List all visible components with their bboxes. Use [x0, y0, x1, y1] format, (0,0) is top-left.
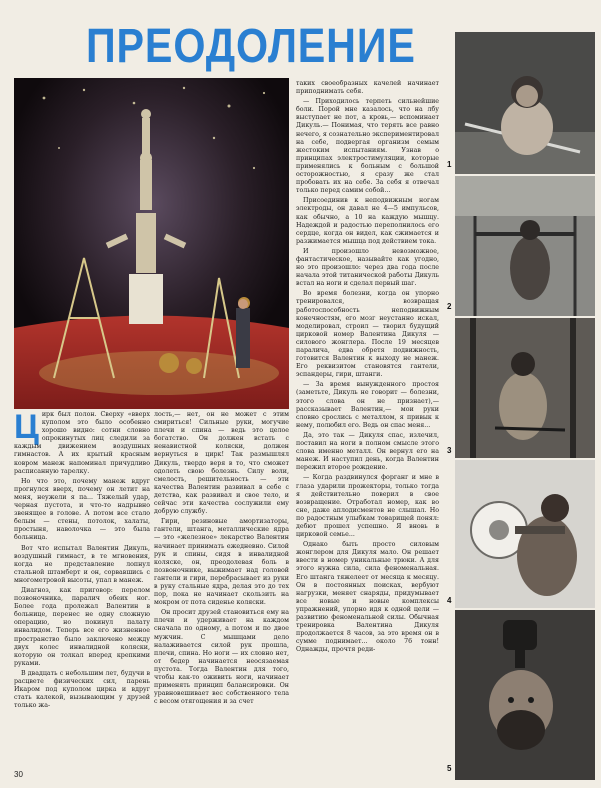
figure-number-1: 1 [447, 160, 452, 169]
paragraph: И произошло невозможное, фантастическое, называйте как угодно, но это произошло: через два года после начала этой титанической работы Дикуль встал на ноги и сделал первый шаг. [296, 247, 439, 288]
training-photo-1 [455, 32, 595, 174]
paragraph: — Приходилось терпеть сильнейшие боли. Порой мне казалось, что на лбу выступает не пот, а кровь,— вспоминает Дикуль.— Понимая, что терять все равно нечего, я сознательно экспериментировал на себе, подвергая организм семым жестоким испытаниям. Узнав о принципах электростимуляции, которые применялись к больным с большой осторожностью, я сразу же стал пробовать их на себе. За себя я отвечал только перед самим собой... [296, 98, 439, 195]
figure-number-2: 2 [447, 302, 452, 311]
article-column-3 [296, 80, 439, 770]
paragraph: Во время болезни, когда он упорно тренировался, возвращая работоспособность неподвижным конечностям, его мозг неустанно искал, моделировал, строил — творил будущий цирковой номер Валентина Дикуля — силового жонглера. После 19 месяцев паралича, едва обретя подвижность, готовится Валентин к выходу не манеж. Его реквизитом становятся гантели, эспандеры, гири, штанги. [296, 290, 439, 379]
circus-act-photo [14, 78, 289, 409]
figure-number-4: 4 [447, 596, 452, 605]
training-photo-4 [455, 460, 595, 608]
paragraph: Вот что испытал Валентин Дикуль, воздушный гимнаст, в те мгновения, когда не представление лопнул стальной штамберт и он, сорвавшись с многометровой высоты, упал в манеж. [14, 544, 150, 584]
paragraph: Но что это, почему манеж вдруг прогнулся вверх, почему он летит на меня, неужели я па... Тяжелый удар, черная пустота, и что-то надрывно звенящее в голове. А потом все стало белым — стены, потолок, халаты, простыня, наволочка — это была больница. [14, 477, 150, 542]
article-title: ПРЕОДОЛЕНИЕ [86, 20, 416, 73]
figure-number-5: 5 [447, 764, 452, 773]
paragraph: Он просит друзей становиться ему на плечи и удерживает на каждом сначала по одному, а потом и по двое мужчин. С мышцами дело налаживается силой рук прошла, плечи, спина. Но ноги — их словно нет, от бедер начинается неосязаемая пустота. Тогда Валентин для того, чтобы как-то оживить ноги, начинает применять принцип балансировки. Он уравновешивает вес собственного тела с весом отягощения и за счет [154, 609, 289, 706]
drop-cap: Ц [14, 411, 39, 446]
paragraph: Да, это так — Дикуля спас, излечил, поставил на ноги в полном смысле этого слова именно металл. Он вернул его на манеж. И наступил день, когда Валентин пережил второе рождение. [296, 431, 439, 472]
paragraph: лость,— нет, он не может с этим смириться! Сильные руки, могучие плечи и спина — ведь это целое богатство. Он должен встать с ненавистной коляски, должен вернуться в цирк! Так размышлял Дикуль, твердо веря в то, что сможет одолеть свою болезнь. Силу воли, смелость, решительность — эти качества Валентин развивал в себе с детства, как развивал и свое тело, и сейчас эти качества сослужили ему добрую службу. [154, 411, 289, 516]
article-column-1 [14, 411, 150, 768]
photo-strip [455, 32, 595, 780]
page-number: 30 [14, 770, 23, 779]
training-photo-3 [455, 318, 595, 458]
paragraph: Присоединив к неподвижным ногам электроды, он давал не 4—5 импульсов, как обычно, а 10 на каждую мышцу. Надеждой и радостью переполнилось его сердце, когда он видел, как сжимается и разжимается мышца под действием тока. [296, 197, 439, 245]
paragraph: — Когда раздвинулся форганг и мне в глаза ударили прожекторы, только тогда я действительно поверил в свое возвращение. Отработал номер, как во сне, даже аплодисментов не слышал. Но по радостным улыбкам товарищей понял: дебют прошел успешно. Я вновь в цирковой семье... [296, 474, 439, 539]
paragraph: ирк был полон. Сверху «вверх куполом это было особенно хорошо видно: сотни словно опрокинутых лиц следили за каждым движением воздушных гимнастов. А их крытый красным ковром манеж напоминал причудливо расписанную тарелку. [14, 411, 150, 475]
paragraph: В двадцать с небольшим лет, будучи в расцвете физических сил, парень Икаром под куполом цирка и вдруг стать калекой, вызывающим у друзей только жа- [14, 669, 150, 710]
training-photo-2 [455, 176, 595, 316]
figure-number-3: 3 [447, 446, 452, 455]
article-column-2 [154, 411, 289, 768]
paragraph: Гири, резиновые амортизаторы, гантели, штанга, металлические ядра — это «железное» лекарство Валентин начинает принимать ежедневно. Силой рук и спины, сидя в инвалидной коляске, он, преодолевая боль в позвоночнике, выжимает над головой гантели и гири, перебрасывает из руки в руку стальные ядра, делая это до тех пор, пока не начинает скользить на мокром от пота сиденье коляски. [154, 518, 289, 607]
paragraph: Диагноз, как приговор: перелом позвоночника, паралич обеих ног. Более года пролежал Валентин в больнице, перенес не одну сложную операцию, но покинул палату инвалидом. Теперь все его жизненное пространство было заключено между двух колес инвалидной коляски, которую он толкал вперед крепкими руками. [14, 586, 150, 667]
training-photo-5 [455, 610, 595, 780]
paragraph: — За время вынужденного простоя (заметьте, Дикуль не говорит — болезни, этого слова он не признает),— рассказывает Валентин,— мои руки словно срослись с металлом, я привык к нему, полюбил его. Ведь он спас меня... [296, 381, 439, 429]
paragraph: таких своеобразных качелей начинает приподнимать себя. [296, 80, 439, 96]
paragraph: Однако быть просто силовым жонглером для Дикуля мало. Он решает ввести в номер уникальные трюки. А для этого нужна сила, сила феноменальная. Его штанга тяжелеет от месяца к месяцу. Он в постоянных поисках, вербуют нагрузки, меняет снаряды, придумывает все новые и новые комплексы упражнений, упорно идя к одной цели — развитию феноменальной силы. Обычная тренировка Валентина Дикуля продолжается 8 часов, за это время он в сумме поднимает... около 76 тонн! Однажды, прочтя реди- [296, 541, 439, 654]
